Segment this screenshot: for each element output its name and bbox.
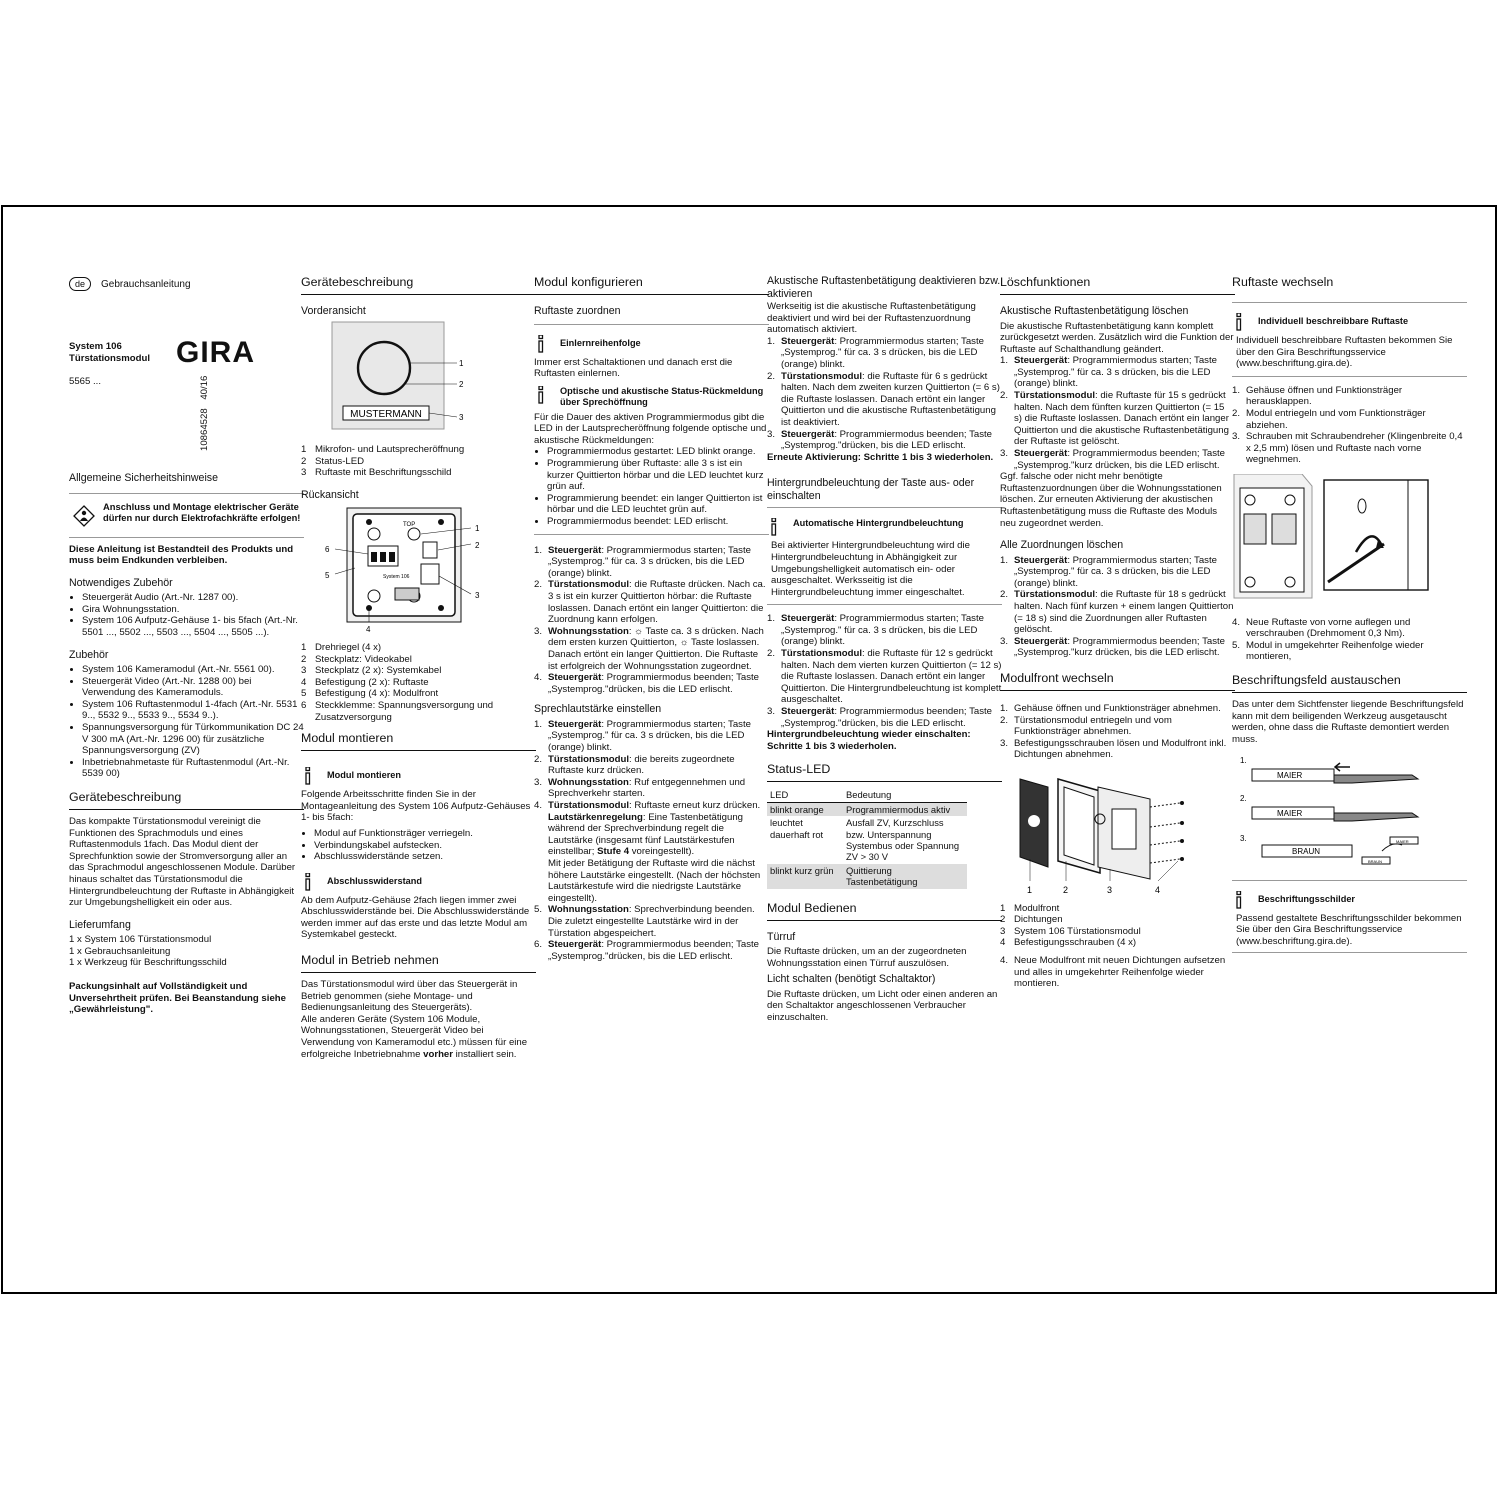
acoustic-title: Akustische Ruftastenbetätigung deaktivieren bzw. aktivieren	[767, 275, 1001, 300]
step: 1. Steuergerät: Programmiermodus starten; Taste „Systemprog." für ca. 3 s drücken, bis die LED (orange) blinkt.	[1000, 355, 1217, 390]
delete-note: Ggf. falsche oder nicht mehr benötigte Ruftastenzuordnungen über die Wohnungsstationen löschen. Zur erneuten Aktivierung der akustischen Ruftastenbetätigung muss die Ruftaste des Moduls neu zugeordnet werden.	[1000, 471, 1222, 529]
list-item: • System 106 Ruftastenmodul 1-4fach (Art.-Nr. 5531 9.., 5532 9.., 5533 9.., 5534 9..).	[82, 699, 304, 722]
step: 3. Schrauben mit Schraubendreher (Klingenbreite 0,4 x 2,5 mm) lösen und Ruftaste nach vorne wegnehmen.	[1232, 431, 1463, 466]
electrician-warning-icon	[73, 505, 95, 527]
back-label-top: TOP	[403, 522, 416, 529]
step: 5. Modul in umgekehrter Reihenfolge wieder montieren,	[1232, 639, 1424, 663]
info-icon	[1234, 891, 1244, 909]
column-3	[534, 275, 769, 966]
legend-row: 6 Steckklemme: Spannungsversorgung und Zusatzversorgung	[301, 699, 494, 723]
table-row: leuchtet dauerhaft rot Ausfall ZV, Kurzschluss bzw. Unterspannung Systembus oder Spannung ZV > 30 V	[770, 817, 960, 863]
legend-row: 2 Dichtungen	[1000, 914, 1063, 926]
note-text: Für die Dauer des aktiven Programmiermodus gibt die LED in der Lautsprecheröffnung folgende optische und akustische Rückmeldungen:	[534, 411, 767, 446]
bell-title: Türruf	[767, 930, 796, 943]
list-item: • Steuergerät Video (Art.-Nr. 1288 00) bei Verwendung des Kameramoduls.	[82, 676, 304, 699]
status-led-table	[767, 788, 967, 888]
label-text: Das unter dem Sichtfenster liegende Beschriftungsfeld kann mit dem beiligenden Werkzeug ausgetauscht werden, ohne dass die Ruftaste demontiert werden muss.	[1232, 698, 1464, 745]
callout-5: 5	[325, 571, 330, 581]
list-item: • Abschlusswiderstände setzen.	[314, 851, 536, 863]
step: 2. Modul entriegeln und vom Funktionsträger abziehen.	[1232, 407, 1426, 431]
operation-title: Modul in Betrieb nehmen	[301, 953, 536, 973]
table-header: LED Bedeutung	[767, 788, 967, 802]
legend-row: 3 Ruftaste mit Beschriftungsschild	[301, 467, 452, 479]
info-icon	[769, 518, 779, 536]
safety-title: Allgemeine Sicherheitshinweise	[69, 472, 218, 484]
step: 6. Steuergerät: Programmiermodus beenden; Taste „Systemprog."drücken, bis die LED erlischt.	[534, 939, 759, 962]
instruction-sheet	[1, 205, 1497, 1294]
legend-row: 5 Befestigung (4 x): Modulfront	[301, 688, 439, 700]
backlight-note-text: Bei aktivierter Hintergrundbeleuchtung wird die Hintergrundbeleuchtung in Abhängigkeit zur Umgebungshelligkeit automatisch ein- oder ausgeschaltet. Werksseitig ist die Hintergrundbeleuchtung immer eingeschaltet.	[771, 540, 970, 598]
use-title: Modul Bedienen	[767, 901, 1002, 921]
list-item: • Verbindungskabel aufstecken.	[314, 840, 536, 852]
legend-row: 1 Drehriegel (4 x)	[301, 641, 382, 653]
list-item: • Inbetriebnahmetaste für Ruftastenmodul (Art.-Nr. 5539 00)	[82, 757, 304, 780]
volume-title: Sprechlautstärke einstellen	[534, 703, 662, 716]
label-exchange-figure	[1232, 753, 1432, 868]
scope-note: Packungsinhalt auf Vollständigkeit und Unversehrtheit prüfen. Bei Beanstandung siehe „Gewährleistung".	[69, 981, 286, 1016]
feedback-list	[534, 446, 769, 527]
operation-text: Das Türstationsmodul wird über das Steuergerät in Betrieb genommen (siehe Montage- und Bedienungsanleitung des Steuergeräts).	[301, 979, 518, 1014]
list-item: • Modul auf Funktionsträger verriegeln.	[314, 828, 536, 840]
back-view-title: Rückansicht	[301, 488, 359, 501]
legend-row: 1 Modulfront	[1000, 902, 1060, 914]
status-led-title: Status-LED	[767, 762, 1002, 782]
list-item: • Programmiermodus beendet: LED erlischt.	[547, 516, 769, 528]
light-text: Die Ruftaste drücken, um Licht oder einen anderen an den Schaltaktor angeschlossenen Verbraucher einzuschalten.	[767, 988, 998, 1024]
doc-number: 10864528 40/16	[199, 375, 210, 451]
nameplate-maier-1: MAIER	[1277, 771, 1303, 781]
callout-1: 1	[459, 358, 464, 368]
accessories-list	[69, 664, 304, 780]
backlight-title: Hintergrundbeleuchtung der Taste aus- oder einschalten	[767, 477, 975, 502]
info-note: Individuell beschreibbare Ruftaste	[1232, 313, 1467, 331]
module-front-figure	[1000, 769, 1200, 899]
column-6	[1232, 275, 1467, 957]
step: 3. Befestigungsschrauben lösen und Modulfront inkl. Dichtungen abnehmen.	[1000, 737, 1227, 761]
button-change-figure	[1232, 474, 1432, 609]
step: 1. Steuergerät: Programmiermodus starten; Taste „Systemprog." für ca. 3 s drücken, bis die LED (orange) blinkt.	[534, 718, 751, 754]
step: 3. Steuergerät: Programmiermodus beenden; Taste „Systemprog."kurz drücken, bis die LED erlischt.	[1000, 448, 1225, 471]
legend-row: 4 Befestigung (2 x): Ruftaste	[301, 676, 429, 688]
callout-4: 4	[366, 625, 371, 635]
step: 3. Steuergerät: Programmiermodus beenden; Taste „Systemprog."kurz drücken, bis die LED erlischt.	[1000, 635, 1225, 659]
list-item: • Gira Wohnungsstation.	[82, 604, 304, 616]
assign-title: Ruftaste zuordnen	[534, 305, 769, 325]
scope-item: 1 x Werkzeug für Beschriftungsschild	[69, 957, 227, 969]
step: 1. Gehäuse öffnen und Funktionsträger herausklappen.	[1232, 384, 1403, 408]
scope-item: 1 x Gebrauchsanleitung	[69, 945, 171, 957]
step: 3. Wohnungsstation: Ruf entgegennehmen und Sprechverkehr starten.	[534, 776, 746, 800]
safety-warning: Anschluss und Montage elektrischer Geräte dürfen nur durch Elektrofachkräfte erfolgen!	[103, 500, 301, 523]
column-5	[1000, 275, 1235, 994]
callout-3: 3	[475, 591, 480, 601]
light-title: Licht schalten (benötigt Schaltaktor)	[767, 973, 936, 986]
list-item: • Spannungsversorgung für Türkommunikation DC 24 V 300 mA (Art.-Nr. 1296 00) für zusätzliche Spannungsversorgung (ZV)	[82, 722, 304, 757]
info-note: Optische und akustische Status-Rückmeldung über Sprechöffnung	[534, 386, 769, 408]
step: 3. Wohnungsstation: ☼ Taste ca. 3 s drücken. Nach dem ersten kurzen Quittierton, ☼ Taste loslassen. Danach ertönt ein langer Quittierton. Die Ruftaste ist erfolgreich der Wohnungsstation zugeordnet.	[534, 625, 764, 672]
section-title: Löschfunktionen	[1000, 275, 1235, 295]
operation-text-2: Alle anderen Geräte (System 106 Module, Wohnungsstationen, Steuergerät Video bei Verwendung von Kameramodul etc.) müssen für eine erfolgreiche Inbetriebnahme vorher installiert sein.	[301, 1013, 528, 1060]
list-item: • System 106 Kameramodul (Art.-Nr. 5561 00).	[82, 664, 304, 676]
callout-6: 6	[325, 545, 330, 555]
figure-step-1: 1.	[1240, 756, 1247, 766]
callout-4: 4	[1155, 885, 1161, 895]
info-icon	[536, 335, 546, 353]
info-note: Modul montieren	[301, 767, 536, 785]
article-number: 5565 ...	[69, 376, 102, 387]
column-2	[301, 275, 536, 1064]
doc-type: Gebrauchsanleitung	[101, 279, 191, 290]
list-item: • System 106 Aufputz-Gehäuse 1- bis 5fach (Art.-Nr. 5501 ..., 5502 ..., 5503 ..., 5504 ..., 5505 ...).	[82, 615, 304, 638]
callout-1: 1	[1027, 885, 1033, 895]
legend-row: 2 Steckplatz: Videokabel	[301, 653, 412, 665]
nameplate-maier-2: MAIER	[1277, 809, 1303, 819]
small-label-maier: MAIER	[1396, 839, 1409, 845]
product-line-2: Türstationsmodul	[69, 352, 151, 364]
step: 4. Türstationsmodul: Ruftaste erneut kurz drücken. Lautstärkenregelung: Eine Tastenbetätigung während der Sprechverbindung regelt die Lautstärke (insgesamt fünf Lautstärkestufen einstellbar; Stufe 4 voreingestellt). Mit jeder Betätigung der Ruftaste wird die nächst höhere Lautstärke eingestellt. (Nach der höchsten Lautstärkestufe wird die niedrigste Lautstärke eingestellt).	[534, 800, 761, 904]
info-icon	[1234, 313, 1244, 331]
step: 4. Steuergerät: Programmiermodus beenden; Taste „Systemprog."drücken, bis die LED erlischt.	[534, 672, 759, 695]
acoustic-intro: Werkseitig ist die akustische Ruftastenbetätigung deaktiviert und wird bei der Ruftastenzuordnung automatisch aktiviert.	[767, 301, 976, 336]
label-title: Beschriftungsfeld austauschen	[1232, 673, 1467, 693]
legend-row: 3 System 106 Türstationsmodul	[1000, 925, 1141, 937]
list-item: • Steuergerät Audio (Art.-Nr. 1287 00).	[82, 592, 304, 604]
back-view-figure	[321, 504, 521, 634]
step: 2. Türstationsmodul: die Ruftaste drücken. Nach ca. 3 s ist ein kurzer Quittierton hörbar: die Ruftaste loslassen. Danach ertönt ein langer Quittierton: die Zuordnung kann erfolgen.	[534, 579, 766, 626]
table-row: blinkt orange Programmiermodus aktiv	[767, 802, 967, 816]
scope-item: 1 x System 106 Türstationsmodul	[69, 934, 212, 946]
step: 2. Türstationsmodul: die Ruftaste für 15 s gedrückt halten. Nach dem fünften kurzen Quittierton (= 15 s) die Ruftaste loslassen. Danach ertönt ein langer Quittierton und die akustische Ruftastenbetätigung der Ruftaste ist gelöscht.	[1000, 390, 1229, 448]
column-4	[767, 275, 1002, 1028]
front-view-figure	[331, 321, 511, 441]
device-description-title: Gerätebeschreibung	[69, 790, 304, 810]
section-title: Ruftaste wechseln	[1232, 275, 1334, 289]
mount-list	[301, 828, 536, 863]
table-row: blinkt kurz grün Quittierung Tastenbetätigung	[767, 864, 967, 889]
front-change-title: Modulfront wechseln	[1000, 671, 1235, 691]
callout-2: 2	[459, 379, 464, 389]
list-item: • Programmierung über Ruftaste: alle 3 s ist ein kurzer Quittierton hörbar und die LED leuchtet kurz grün auf.	[547, 458, 769, 493]
legend-row: 2 Status-LED	[301, 455, 365, 467]
info-icon	[303, 873, 313, 891]
back-label-system: System 106	[383, 574, 410, 581]
callout-1: 1	[475, 524, 480, 534]
small-label-braun: BRAUN	[1368, 859, 1383, 865]
step: 2. Türstationsmodul: die Ruftaste für 6 s gedrückt halten. Nach dem zweiten kurzen Quittierton (= 6 s) die Ruftaste loslassen. Danach ertönt ein langer Quittierton und die akustische Ruftastenbetätigung ist deaktiviert.	[767, 370, 1000, 428]
info-icon	[536, 386, 546, 404]
front-view-title: Vorderansicht	[301, 305, 366, 317]
device-description-text: Das kompakte Türstationsmodul vereinigt die Funktionen des Sprachmoduls und eines Ruftastenmoduls 1fach. Das Modul dient der Sprechfunktion sowie der Stromversorgung aller an das Sprachmodul angeschlossenen Module. Darüber hinaus schaltet das Türstationsmodul die Hintergrundbeleuchtung der Ruftaste in Abhängigkeit zur Umgebungshelligkeit ein oder aus.	[69, 816, 296, 909]
info-icon	[303, 767, 313, 785]
safety-note: Diese Anleitung ist Bestandteil des Produkts und muss beim Endkunden verbleiben.	[69, 543, 294, 567]
step: 4. Neue Ruftaste von vorne auflegen und verschrauben (Drehmoment 0,3 Nm).	[1232, 616, 1411, 640]
backlight-reactivate: Hintergrundbeleuchtung wieder einschalten: Schritte 1 bis 3 wiederholen.	[767, 729, 971, 752]
step: 2. Türstationsmodul: die Ruftaste für 18 s gedrückt halten. Nach fünf kurzen + einem langen Quittierton (= 18 s) sind die Zuordnungen aller Ruftasten gelöscht.	[1000, 589, 1234, 636]
figure-step-3: 3.	[1240, 834, 1247, 844]
resistor-text: Ab dem Aufputz-Gehäuse 2fach liegen immer zwei Abschlusswiderstände bei. Die Abschlusswiderstände werden immer auf das erste und das letzte Modul am Systemkabel gesteckt.	[301, 894, 530, 941]
step: 1. Steuergerät: Programmiermodus starten; Taste „Systemprog." für ca. 3 s drücken, bis die LED (orange) blinkt.	[767, 335, 984, 370]
required-accessories-list	[69, 592, 304, 638]
figure-step-2: 2.	[1240, 794, 1247, 804]
brand-logo: GIRA	[176, 336, 255, 369]
note-text: Immer erst Schaltaktionen und danach erst die Ruftasten einlernen.	[534, 356, 733, 380]
nameplate-text: MUSTERMANN	[350, 408, 422, 420]
note-text: Individuell beschreibbare Ruftasten bekommen Sie über den Gira Beschriftungsservice (www.beschriftung.gira.de).	[1236, 335, 1453, 370]
step: 1. Steuergerät: Programmiermodus starten; Taste „Systemprog." für ca. 3 s drücken, bis die LED (orange) blinkt.	[767, 613, 984, 648]
accessories-title: Zubehör	[69, 648, 109, 661]
bell-text: Die Ruftaste drücken, um an der zugeordneten Wohnungsstation einen Türruf auszulösen.	[767, 946, 967, 969]
mount-title: Modul montieren	[301, 731, 536, 751]
column-1	[69, 275, 304, 1020]
callout-3: 3	[1107, 885, 1113, 895]
callout-2: 2	[475, 541, 480, 551]
step: 3. Steuergerät: Programmiermodus beenden; Taste „Systemprog."drücken, bis die LED erlischt.	[767, 706, 992, 729]
step: 2. Türstationsmodul: die Ruftaste für 12 s gedrückt halten. Nach dem vierten kurzen Quittierton (= 12 s) die Ruftaste loslassen. Danach ertönt ein langer Quittierton. Die Hintergrundbeleuchtung ist komplett ausgeschaltet.	[767, 648, 1002, 706]
reactivate-note: Erneute Aktivierung: Schritte 1 bis 3 wiederholen.	[767, 451, 994, 463]
list-item: • Programmiermodus gestartet: LED blinkt orange.	[547, 446, 769, 458]
scope-title: Lieferumfang	[69, 918, 131, 931]
step: 5. Wohnungsstation: Sprechverbindung beenden. Die zuletzt eingestellte Lautstärke wird in der Türstation abgespeichert.	[534, 904, 755, 939]
section-title: Modul konfigurieren	[534, 275, 769, 295]
callout-2: 2	[1063, 885, 1069, 895]
step: 3. Steuergerät: Programmiermodus beenden; Taste „Systemprog."drücken, bis die LED erlischt.	[767, 428, 992, 452]
product-line-1: System 106	[69, 341, 122, 352]
legend-row: 3 Steckplatz (2 x): Systemkabel	[301, 665, 442, 677]
list-item: • Programmierung beendet: ein langer Quittierton ist hörbar und die LED leuchtet grün auf.	[547, 493, 769, 516]
info-note: Beschriftungsschilder	[1232, 891, 1467, 909]
language-badge: de	[69, 277, 91, 291]
note-text: Passend gestaltete Beschriftungsschilder bekommen Sie über den Gira Beschriftungsservice (www.beschriftung.gira.de).	[1236, 912, 1462, 948]
info-note: Abschlusswiderstand	[301, 873, 536, 891]
section-title: Gerätebeschreibung	[301, 275, 536, 295]
mount-text: Folgende Arbeitsschritte finden Sie in der Montageanleitung des System 106 Aufputz-Gehäuses 1- bis 5fach:	[301, 789, 531, 824]
info-note: Einlernreihenfolge	[534, 335, 769, 353]
delete-title: Akustische Ruftastenbetätigung löschen	[1000, 305, 1189, 317]
step: 2. Türstationsmodul: die bereits zugeordnete Ruftaste kurz drücken.	[534, 753, 735, 777]
legend-row: 4 Befestigungsschrauben (4 x)	[1000, 937, 1137, 949]
step: 1. Gehäuse öffnen und Funktionsträger abnehmen.	[1000, 703, 1221, 715]
delete-all-title: Alle Zuordnungen löschen	[1000, 539, 1124, 552]
required-accessories-title: Notwendiges Zubehör	[69, 576, 173, 589]
callout-3: 3	[459, 412, 464, 422]
delete-intro: Die akustische Ruftastenbetätigung kann komplett zurückgesetzt werden. Zusätzlich wird die Funktion der Ruftaste auf Schalthandlung geändert.	[1000, 320, 1234, 355]
legend-row: 1 Mikrofon- und Lautsprecheröffnung	[301, 444, 465, 456]
info-note: Automatische Hintergrundbeleuchtung	[767, 518, 1002, 536]
step: 1. Steuergerät: Programmiermodus starten; Taste „Systemprog." für ca. 3 s drücken, bis die LED (orange) blinkt.	[1000, 554, 1217, 589]
step: 2. Türstationsmodul entriegeln und vom Funktionsträger abnehmen.	[1000, 714, 1172, 738]
step: 4. Neue Modulfront mit neuen Dichtungen aufsetzen und alles in umgekehrter Reihenfolge wieder montieren.	[1000, 954, 1226, 990]
step: 1. Steuergerät: Programmiermodus starten; Taste „Systemprog." für ca. 3 s drücken, bis die LED (orange) blinkt.	[534, 544, 751, 579]
nameplate-braun: BRAUN	[1292, 847, 1321, 857]
